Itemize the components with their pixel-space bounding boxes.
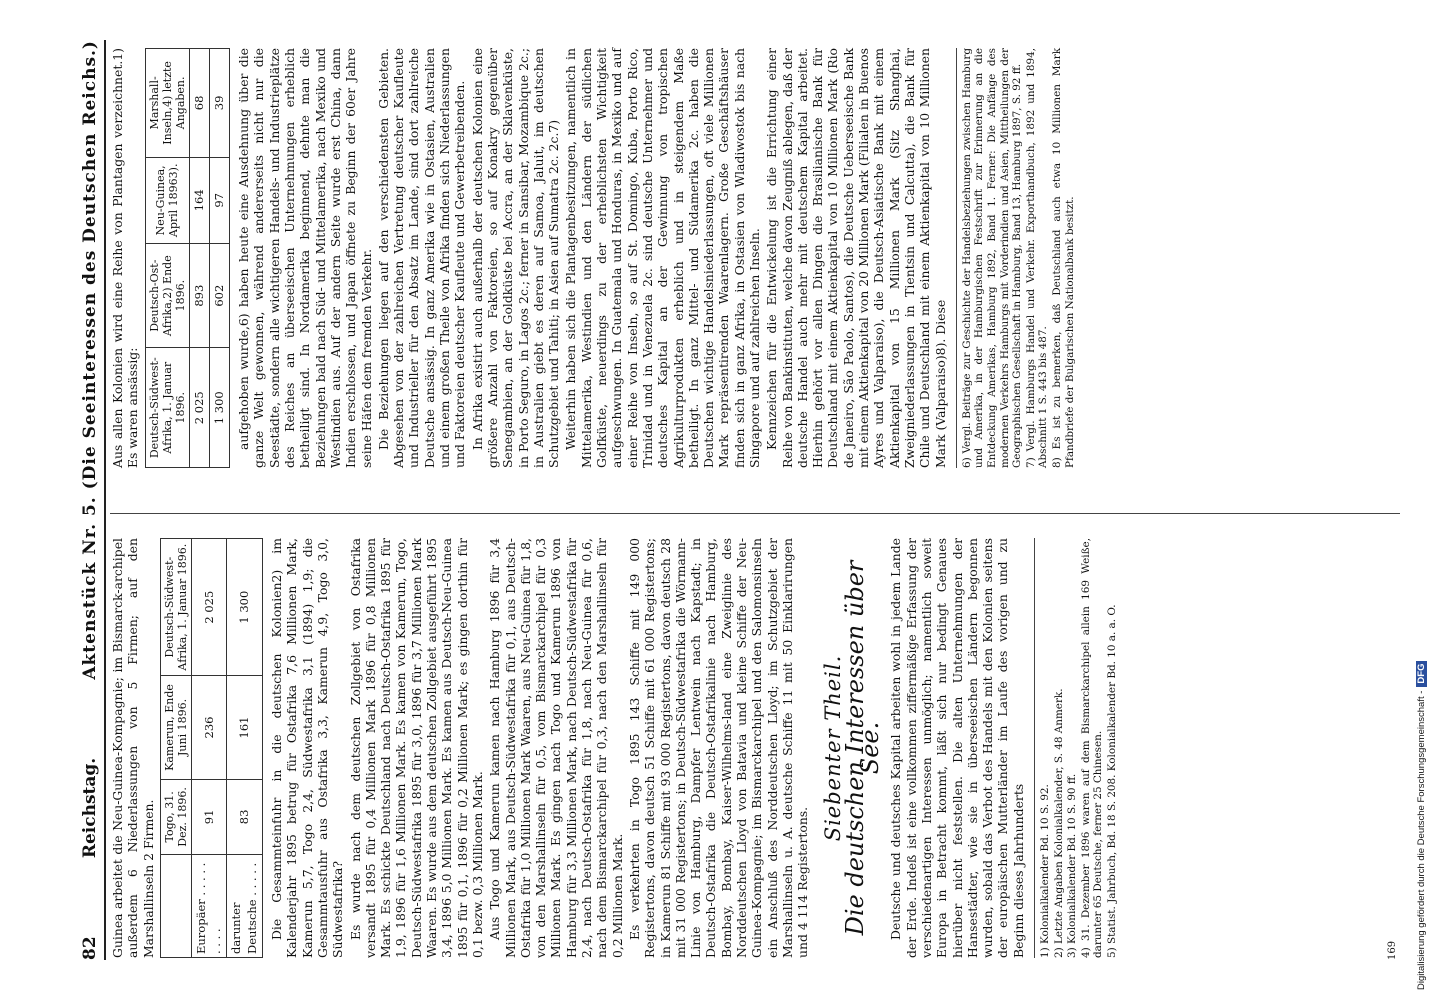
paragraph: Aus Togo und Kamerun kamen nach Hamburg 1896 für 3,4 Millionen Mark, aus Deutsch-Südwestafrika für 0,1, aus Deutsch-Ostafrika für 1,0 Millionen Mark Waaren, aus Neu-Guinea für 1,8, von den Marshallinseln für 0,5, vom Bismarckarchipel für 0,3 Millionen Mark. Es gingen nach Togo und Kamerun 1896 von Hamburg für 3,3 Millionen Mark, nach Deutsch-Südwestafrika für 2,4, nach Deutsch-Ostafrika für 1,8, nach Neu-Guinea für 0,6, nach dem Bismarckarchipel für 0,3, nach den Marshallinseln für 0,2 Millionen Mark. [487, 538, 625, 958]
paragraph: Die Beziehungen liegen auf den verschiedensten Gebieten. Abgesehen von der zahlreichen Vertretung deutscher Kaufleute und Industrieller für den Absatz im Lande, sind dort zahlreiche Deutsche ansässig. In ganz Amerika wie in Ostasien, Australien und einem großen Theile von Afrika finden sich Niederlassungen und Faktoreien deutscher Kaufleute und Gewerbetreibenden. [375, 48, 468, 468]
table-cell: Europäer . . . . . . . . . [191, 855, 227, 958]
sheet-number: 169 [1387, 940, 1398, 960]
table-cell: 39 [209, 49, 229, 158]
table1-header: Deutsch-Südwest-Afrika, 1. Januar 1896. [160, 539, 191, 676]
population-table [160, 538, 263, 958]
dfg-badge: DFG [1416, 661, 1427, 687]
paragraph: Es wurde nach dem deutschen Zollgebiet von Ostafrika versandt 1895 für 0,4 Millionen Mark 1896 für 0,8 Millionen Mark. Es schickte Deutschland nach Deutsch-Ostafrika 1895 für 1,9, 1896 für 1,6 Millionen Mark. Es kamen von Kamerun, Togo, Deutsch-Südwestafrika 1895 für 3,0, 1896 für 3,7 Millionen Mark Waaren. Es wurde aus dem deutschen Zollgebiet ausgeführt 1895 3,4, 1896 5,0 Millionen Mark. Es kamen aus Deutsch-Neu-Guinea 1895 für 0,1, 1896 für 0,2 Millionen Mark; es gingen dorthin für 0,1 bezw. 0,3 Millionen Mark. [347, 538, 485, 958]
footnote: 3) Kolonialkalender Bd. 10 S. 90 ff. [1066, 773, 1079, 958]
right-intro: Aus allen Kolonien wird eine Reihe von Plantagen verzeichnet.1) Es waren ansässig: [110, 48, 141, 468]
footnote: 1) Kolonialkalender Bd. 10 S. 92. [1039, 784, 1052, 958]
header-left: Reichstag. [80, 757, 100, 859]
table2-header: Deutsch-Südwest-Afrika, 1. Januar 1896. [145, 348, 189, 468]
credit-line [1416, 661, 1427, 990]
header-title: Aktenstück Nr. 5. (Die Seeinteressen des Deutschen Reichs.) [80, 40, 100, 680]
left-column [110, 538, 1120, 958]
left-intro: Guinea arbeitet die Neu-Guinea-Kompagnie; im Bismarck-archipel außerdem 6 Niederlassungen von 5 Firmen; auf den Marshallinseln 2 Firmen. [110, 538, 156, 958]
credit-text: Digitalisierung gefördert durch die Deutsche Forschungsgemeinschaft - [1416, 690, 1427, 990]
section-heading [821, 538, 885, 958]
table-cell: 1 300 [209, 348, 229, 468]
table-cell: 91 [191, 779, 227, 855]
paragraph: Weiterhin haben sich die Plantagenbesitzungen, namentlich in Mittelamerika, Westindien und den Ländern der südlichen Golfküste, neuerdings zu der erheblichsten Wichtigkeit aufgeschwungen. In Guatemala und Honduras, in Mexiko und auf einer Reihe von Inseln, so auf St. Domingo, Kuba, Porto Rico, Trinidad und in Venezuela 2c. sind deutsche Unternehmer und deutsches Kapital an der Gewinnung von tropischen Agrikulturprodukten erheblich und in steigendem Maße betheiligt. In ganz Mittel- und Südamerika 2c. haben die Deutschen wichtige Handelsniederlassungen, oft viele Millionen Mark repräsentirenden Waarenlagern. Große Geschäftshäuser finden sich in ganz Afrika, in Ostasien von Wladiwostok bis nach Singapore und auf zahlreichen Inseln. [563, 48, 762, 468]
table-cell: 97 [209, 157, 229, 243]
footnote: 4) 31. Dezember 1896 waren auf dem Bismarckarchipel allein 169 Weiße, darunter 65 Deutsche, ferner 25 Chinesen. [1079, 538, 1105, 958]
paragraph: Die Gesammteinfuhr in die deutschen Kolonien2) im Kalenderjahr 1895 betrug für Ostafrika 7,6 Millionen Mark, Kamerun 5,7, Togo 2,4, Südwestafrika 3,1 (1894) 1,9; die Gesammtausfuhr aus Ostafrika 3,3, Kamerun 4,9, Togo 3,0, Südwestafrika? [269, 538, 346, 958]
paragraph: In Afrika existirt auch außerhalb der deutschen Kolonien eine größere Anzahl von Faktoreien, so auf Konakry gegenüber Senegambien, an der Goldküste bei Accra, an der Sklavenküste, in Porto Seguro, in Lagos 2c.; ferner in Sansibar, Mozambique 2c.; in Australien giebt es deren auf Samoa, Jaluit, im deutschen Schutzgebiet und Tahiti; in Asien auf Sumatra 2c. 2c.7) [469, 48, 562, 468]
paragraph: Es verkehrten in Togo 1895 143 Schiffe mit 149 000 Registertons, davon deutsch 51 Schiffe mit 61 000 Registertons; in Kamerun 81 Schiffe mit 93 000 Registertons, davon deutsch 28 mit 31 000 Registertons; in Deutsch-Südwestafrika die Wörmann-Linie von Hamburg, Dampfer Lentwein nach Kapstadt; in Deutsch-Ostafrika die Deutsch-Ostafrikalinie nach Hamburg, Bombay, Bombay, Kaiser-Wilhelms-land eine Zweiglinie des Norddeutschen Lloyd von Batavia und kleine Schiffe der Neu-Guinea-Kompagnie; im Bismarckarchipel und den Salomonsinseln ein Anschluß des Norddeutschen Lloyd; im Schutzgebiet der Marshallinseln u. A. deutsche Schiffe 11 mit 50 Einklarirungen und 4 114 Registertons. [626, 538, 811, 958]
table-row [209, 49, 229, 468]
section-number: Siebenter Theil. [821, 654, 846, 842]
table1-header [160, 855, 191, 958]
column-divider [110, 513, 1400, 514]
footnotes-right [956, 48, 1076, 468]
digitization-credit [1412, 10, 1432, 990]
table-cell: 83 [227, 779, 263, 855]
section-title: Die deutschen Interessen über See. [840, 560, 885, 936]
table-cell: 236 [191, 676, 227, 779]
footnote: 8) Es ist zu bemerken, daß Deutschland auch etwa 10 Millionen Mark Pfandbriefe der Bulgarischen Nationalbank besitzt. [1051, 48, 1076, 468]
page-number: 82 [80, 936, 100, 960]
table-cell: 161 [227, 676, 263, 779]
table-cell: 2 025 [191, 539, 227, 676]
table-cell: 602 [209, 243, 229, 348]
table-row [189, 49, 209, 468]
table1-header: Kamerun, Ende Juni 1896. [160, 676, 191, 779]
table2-header: Deutsch-Ost-Afrika,2) Ende 1896. [145, 243, 189, 348]
table-cell: 893 [189, 243, 209, 348]
table-cell: 68 [189, 49, 209, 158]
footnote: 7) Vergl. Hamburgs Handel und Verkehr. Exporthandbuch, 1892 und 1894, Abschnitt 1 S. 443 bis 487. [1024, 48, 1050, 468]
table-cell: 164 [189, 157, 209, 243]
page-header [60, 40, 106, 960]
table-cell: darunter Deutsche . . . . . [227, 855, 263, 958]
paragraph: Deutsche und deutsches Kapital arbeiten wohl in jedem Lande der Erde. Indeß ist eine vollkommen ziffermäßige Erfassung der verschiedenartigen Interessen unmöglich; namentlich soweit Europa in Betracht kommt, läßt sich nur bedingt Genaues hierüber nicht feststellen. Die alten Unternehmungen der Hansestädter, wie sie in überseeischen Ländern begonnen wurden, sobald das Verbot des Handels mit den Kolonien seitens der europäischen Mutterländer im Laufe des vorigen und zu Beginn dieses Jahrhunderts [888, 538, 1026, 958]
table2-header: Marshall-Inseln,4) letzte Angaben. [145, 49, 189, 158]
table-cell: 1 300 [227, 539, 263, 676]
table-row [227, 539, 263, 958]
table-row [191, 539, 227, 958]
footnotes-left [1034, 538, 1119, 958]
right-column [110, 48, 1077, 468]
footnote: 5) Statist. Jahrbuch, Bd. 18 S. 208. Kolonialkalender Bd. 10 a. a. O. [1106, 604, 1118, 958]
table-cell: 2 025 [189, 348, 209, 468]
table2-header: Neu-Guinea, April 18963). [145, 157, 189, 243]
table1-header: Togo, 31. Dez. 1896. [160, 779, 191, 855]
footnote: 6) Vergl. Beiträge zur Geschichte der Handelsbeziehungen zwischen Hamburg und Amerika, in der Hamburgischen Festschrift zur Erinnerung an die Entdeckung Amerikas, Hamburg 1892, Band 1. Ferner: Die Anfänge des modernen Verkehrs Hamburgs mit Vorderindien und Asien, Mittheilungen der Geographischen Gesellschaft in Hamburg, Band 13, Hamburg 1897, S. 92 ff. [960, 48, 1024, 468]
settlers-table [145, 48, 231, 468]
paragraph: Kennzeichen für die Entwickelung ist die Errichtung einer Reihe von Bankinstituten, welche davon Zeugniß ablegen, daß der deutsche Handel auch mehr mit deutschem Kapital arbeitet. Hierhin gehört vor allen Dingen die Brasilianische Bank für Deutschland mit einem Aktienkapital von 10 Millionen Mark (Rio de Janeiro, São Paolo, Santos), die Deutsche Ueberseeische Bank mit einem Aktienkapital von 20 Millionen Mark (Filialen in Buenos Ayres und Valparaiso), die Deutsch-Asiatische Bank mit einem Aktienkapital von 15 Millionen Mark (Sitz Shanghai, Zweigniederlassungen in Tientsin und Calcutta), die Bank für Chile und Deutschland mit einem Aktienkapital von 10 Millionen Mark (Valparaiso)8). Diese [764, 48, 948, 468]
paragraph: aufgehoben wurde,6) haben heute eine Ausdehnung über die ganze Welt gewonnen, während andererseits nicht nur die Seestädte, sondern alle wichtigeren Handels- und Industrieplätze des Reiches an überseeischen Unternehmungen erheblich betheiligt sind. In Nordamerika beginnend, dehnte man die Beziehungen bald nach Süd- und Mittelamerika, nach Mexiko und Westindien aus. Auf der andern Seite wurde erst China, dann Indien erschlossen, und Japan öffnete zu Beginn der 60er Jahre seine Häfen dem fremden Verkehr. [236, 48, 374, 468]
footnote: 2) Letzte Angaben Kolonialkalender, S. 48 Anmerk. [1052, 688, 1065, 958]
